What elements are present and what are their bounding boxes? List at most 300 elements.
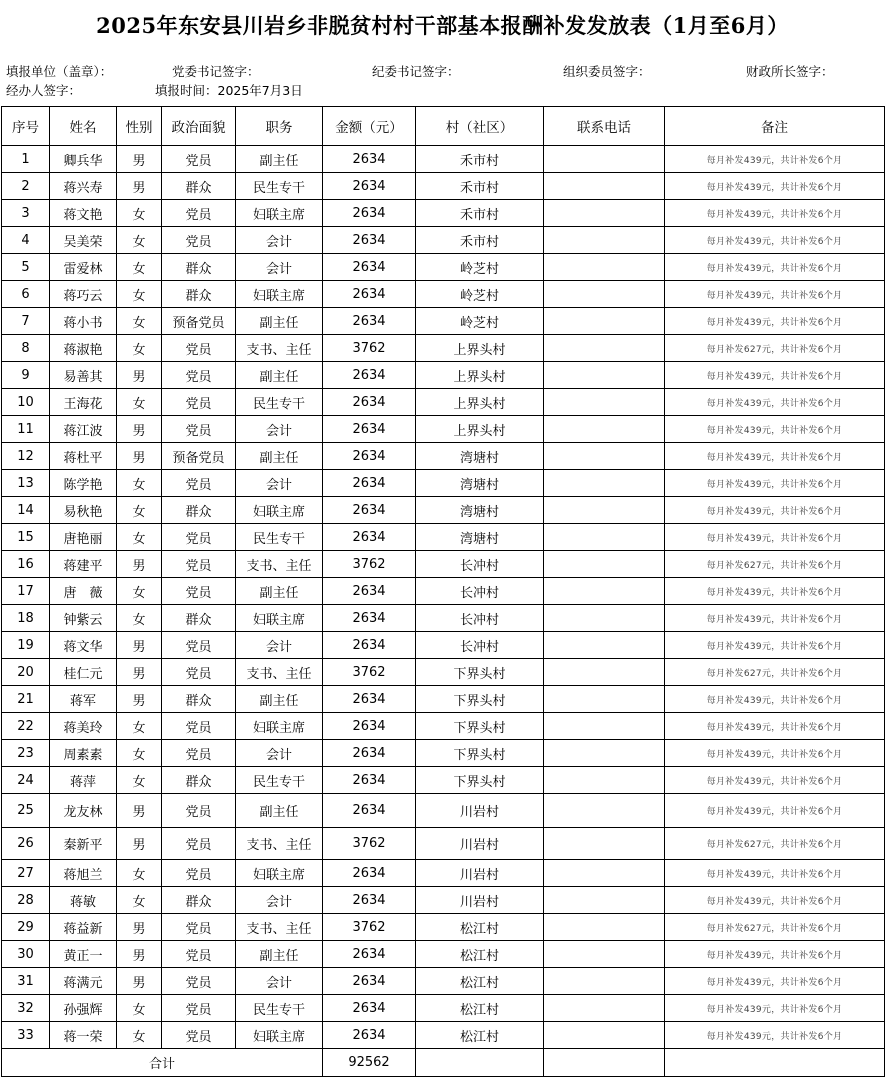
- col-village-cell: 上界头村: [416, 416, 544, 443]
- table-row: [2, 146, 885, 173]
- col-village-cell: 松江村: [416, 1022, 544, 1049]
- col-gender-cell: 女: [117, 335, 162, 362]
- col-seq-cell: 26: [2, 828, 50, 860]
- col-phone-cell: [544, 254, 665, 281]
- col-phone-cell: [544, 941, 665, 968]
- col-note-cell: 每月补发439元，共计补发6个月: [665, 308, 885, 335]
- col-phone-cell: [544, 713, 665, 740]
- party-secretary-label: 党委书记签字：: [172, 64, 260, 79]
- col-amount-cell: 2634: [323, 173, 416, 200]
- col-note-cell: 每月补发439元，共计补发6个月: [665, 1022, 885, 1049]
- header-col-note: 备注: [665, 107, 885, 146]
- col-name-cell: 龙友林: [50, 794, 117, 828]
- col-phone-cell: [544, 227, 665, 254]
- col-village-cell: 长冲村: [416, 632, 544, 659]
- table-row: [2, 740, 885, 767]
- total-empty-cell: [544, 1049, 665, 1077]
- col-amount-cell: 3762: [323, 659, 416, 686]
- col-position-cell: 民生专干: [236, 524, 323, 551]
- col-amount-cell: 2634: [323, 497, 416, 524]
- col-name-cell: 蒋江波: [50, 416, 117, 443]
- col-position-cell: 妇联主席: [236, 860, 323, 887]
- col-position-cell: 支书、主任: [236, 335, 323, 362]
- col-note-cell: 每月补发439元，共计补发6个月: [665, 227, 885, 254]
- col-phone-cell: [544, 470, 665, 497]
- col-note-cell: 每月补发439元，共计补发6个月: [665, 578, 885, 605]
- col-note-cell: 每月补发439元，共计补发6个月: [665, 860, 885, 887]
- col-seq-cell: 23: [2, 740, 50, 767]
- col-position-cell: 支书、主任: [236, 659, 323, 686]
- col-gender-cell: 男: [117, 632, 162, 659]
- col-village-cell: 下界头村: [416, 659, 544, 686]
- col-amount-cell: 2634: [323, 200, 416, 227]
- table-row: [2, 995, 885, 1022]
- col-village-cell: 上界头村: [416, 335, 544, 362]
- col-position-cell: 妇联主席: [236, 605, 323, 632]
- col-village-cell: 下界头村: [416, 767, 544, 794]
- col-position-cell: 会计: [236, 416, 323, 443]
- col-note-cell: 每月补发439元，共计补发6个月: [665, 173, 885, 200]
- header-col-village: 村（社区）: [416, 107, 544, 146]
- payment-table: [1, 106, 885, 1077]
- col-note-cell: 每月补发439元，共计补发6个月: [665, 794, 885, 828]
- col-note-cell: 每月补发439元，共计补发6个月: [665, 497, 885, 524]
- col-political-cell: 党员: [162, 713, 236, 740]
- col-phone-cell: [544, 497, 665, 524]
- col-position-cell: 妇联主席: [236, 1022, 323, 1049]
- col-note-cell: 每月补发439元，共计补发6个月: [665, 254, 885, 281]
- col-name-cell: 蒋旭兰: [50, 860, 117, 887]
- col-political-cell: 群众: [162, 887, 236, 914]
- col-position-cell: 副主任: [236, 308, 323, 335]
- col-name-cell: 黄正一: [50, 941, 117, 968]
- col-phone-cell: [544, 416, 665, 443]
- table-row: [2, 362, 885, 389]
- unit-label: 填报单位（盖章）：: [6, 64, 113, 79]
- col-political-cell: 党员: [162, 968, 236, 995]
- col-amount-cell: 2634: [323, 443, 416, 470]
- table-row: [2, 968, 885, 995]
- col-name-cell: 卿兵华: [50, 146, 117, 173]
- col-political-cell: 党员: [162, 470, 236, 497]
- col-phone-cell: [544, 443, 665, 470]
- col-village-cell: 岭芝村: [416, 254, 544, 281]
- col-seq-cell: 12: [2, 443, 50, 470]
- col-seq-cell: 32: [2, 995, 50, 1022]
- col-note-cell: 每月补发439元，共计补发6个月: [665, 389, 885, 416]
- col-gender-cell: 女: [117, 227, 162, 254]
- col-seq-cell: 18: [2, 605, 50, 632]
- col-note-cell: 每月补发439元，共计补发6个月: [665, 968, 885, 995]
- table-row: [2, 659, 885, 686]
- col-amount-cell: 2634: [323, 146, 416, 173]
- col-village-cell: 上界头村: [416, 362, 544, 389]
- table-row: [2, 335, 885, 362]
- col-political-cell: 群众: [162, 281, 236, 308]
- col-village-cell: 川岩村: [416, 887, 544, 914]
- col-gender-cell: 女: [117, 497, 162, 524]
- header-col-phone: 联系电话: [544, 107, 665, 146]
- col-name-cell: 秦新平: [50, 828, 117, 860]
- col-note-cell: 每月补发439元，共计补发6个月: [665, 416, 885, 443]
- col-position-cell: 会计: [236, 740, 323, 767]
- col-position-cell: 副主任: [236, 362, 323, 389]
- col-name-cell: 蒋文华: [50, 632, 117, 659]
- col-village-cell: 岭芝村: [416, 308, 544, 335]
- col-seq-cell: 5: [2, 254, 50, 281]
- col-phone-cell: [544, 968, 665, 995]
- col-gender-cell: 男: [117, 659, 162, 686]
- col-name-cell: 蒋美玲: [50, 713, 117, 740]
- col-seq-cell: 13: [2, 470, 50, 497]
- col-note-cell: 每月补发439元，共计补发6个月: [665, 362, 885, 389]
- table-row: [2, 200, 885, 227]
- table-row: [2, 632, 885, 659]
- header-col-gender: 性别: [117, 107, 162, 146]
- col-amount-cell: 2634: [323, 860, 416, 887]
- col-gender-cell: 男: [117, 968, 162, 995]
- col-gender-cell: 男: [117, 828, 162, 860]
- col-village-cell: 长冲村: [416, 605, 544, 632]
- col-name-cell: 蒋萍: [50, 767, 117, 794]
- col-amount-cell: 2634: [323, 254, 416, 281]
- org-member-label: 组织委员签字：: [563, 64, 651, 79]
- table-row: [2, 686, 885, 713]
- col-phone-cell: [544, 767, 665, 794]
- col-amount-cell: 2634: [323, 470, 416, 497]
- col-phone-cell: [544, 659, 665, 686]
- col-political-cell: 党员: [162, 1022, 236, 1049]
- col-village-cell: 湾塘村: [416, 470, 544, 497]
- col-position-cell: 民生专干: [236, 767, 323, 794]
- col-village-cell: 川岩村: [416, 828, 544, 860]
- table-row: [2, 551, 885, 578]
- col-seq-cell: 22: [2, 713, 50, 740]
- col-village-cell: 禾市村: [416, 173, 544, 200]
- col-gender-cell: 女: [117, 605, 162, 632]
- col-phone-cell: [544, 335, 665, 362]
- col-name-cell: 周素素: [50, 740, 117, 767]
- col-note-cell: 每月补发439元，共计补发6个月: [665, 686, 885, 713]
- col-amount-cell: 2634: [323, 1022, 416, 1049]
- col-name-cell: 蒋益新: [50, 914, 117, 941]
- col-position-cell: 副主任: [236, 794, 323, 828]
- col-seq-cell: 1: [2, 146, 50, 173]
- table-row: [2, 443, 885, 470]
- col-seq-cell: 3: [2, 200, 50, 227]
- col-political-cell: 党员: [162, 740, 236, 767]
- col-amount-cell: 2634: [323, 713, 416, 740]
- col-note-cell: 每月补发439元，共计补发6个月: [665, 713, 885, 740]
- col-name-cell: 蒋文艳: [50, 200, 117, 227]
- table-row: [2, 470, 885, 497]
- table-row: [2, 227, 885, 254]
- col-name-cell: 蒋淑艳: [50, 335, 117, 362]
- col-seq-cell: 14: [2, 497, 50, 524]
- col-seq-cell: 8: [2, 335, 50, 362]
- col-amount-cell: 2634: [323, 632, 416, 659]
- col-gender-cell: 女: [117, 389, 162, 416]
- col-name-cell: 雷爱林: [50, 254, 117, 281]
- col-note-cell: 每月补发439元，共计补发6个月: [665, 605, 885, 632]
- col-political-cell: 群众: [162, 686, 236, 713]
- col-amount-cell: 2634: [323, 794, 416, 828]
- table-row: [2, 605, 885, 632]
- col-political-cell: 党员: [162, 227, 236, 254]
- total-empty-cell: [416, 1049, 544, 1077]
- col-gender-cell: 男: [117, 362, 162, 389]
- table-header-row: [2, 107, 885, 146]
- col-village-cell: 禾市村: [416, 200, 544, 227]
- col-position-cell: 会计: [236, 632, 323, 659]
- col-amount-cell: 2634: [323, 308, 416, 335]
- col-political-cell: 群众: [162, 173, 236, 200]
- col-political-cell: 党员: [162, 995, 236, 1022]
- col-political-cell: 党员: [162, 632, 236, 659]
- col-village-cell: 禾市村: [416, 227, 544, 254]
- col-name-cell: 蒋杜平: [50, 443, 117, 470]
- table-row: [2, 887, 885, 914]
- col-political-cell: 党员: [162, 794, 236, 828]
- col-name-cell: 蒋兴寿: [50, 173, 117, 200]
- col-seq-cell: 21: [2, 686, 50, 713]
- col-phone-cell: [544, 308, 665, 335]
- col-political-cell: 群众: [162, 767, 236, 794]
- col-name-cell: 蒋巧云: [50, 281, 117, 308]
- col-position-cell: 妇联主席: [236, 281, 323, 308]
- col-position-cell: 副主任: [236, 941, 323, 968]
- col-position-cell: 妇联主席: [236, 200, 323, 227]
- col-name-cell: 蒋建平: [50, 551, 117, 578]
- table-row: [2, 254, 885, 281]
- col-amount-cell: 2634: [323, 362, 416, 389]
- col-village-cell: 长冲村: [416, 578, 544, 605]
- col-name-cell: 蒋一荣: [50, 1022, 117, 1049]
- col-amount-cell: 3762: [323, 551, 416, 578]
- col-amount-cell: 2634: [323, 941, 416, 968]
- table-row: [2, 281, 885, 308]
- col-political-cell: 群众: [162, 254, 236, 281]
- col-position-cell: 会计: [236, 470, 323, 497]
- col-political-cell: 群众: [162, 605, 236, 632]
- col-village-cell: 下界头村: [416, 686, 544, 713]
- col-name-cell: 王海花: [50, 389, 117, 416]
- total-row: [2, 1049, 885, 1077]
- col-amount-cell: 2634: [323, 524, 416, 551]
- col-name-cell: 钟紫云: [50, 605, 117, 632]
- col-political-cell: 群众: [162, 497, 236, 524]
- header-col-seq: 序号: [2, 107, 50, 146]
- col-phone-cell: [544, 605, 665, 632]
- col-gender-cell: 男: [117, 941, 162, 968]
- col-phone-cell: [544, 1022, 665, 1049]
- col-amount-cell: 2634: [323, 686, 416, 713]
- header-col-name: 姓名: [50, 107, 117, 146]
- col-note-cell: 每月补发439元，共计补发6个月: [665, 470, 885, 497]
- col-village-cell: 长冲村: [416, 551, 544, 578]
- col-seq-cell: 28: [2, 887, 50, 914]
- col-phone-cell: [544, 860, 665, 887]
- col-phone-cell: [544, 828, 665, 860]
- col-political-cell: 党员: [162, 914, 236, 941]
- col-political-cell: 党员: [162, 828, 236, 860]
- col-amount-cell: 3762: [323, 335, 416, 362]
- col-position-cell: 支书、主任: [236, 828, 323, 860]
- col-political-cell: 党员: [162, 659, 236, 686]
- col-political-cell: 党员: [162, 941, 236, 968]
- col-note-cell: 每月补发439元，共计补发6个月: [665, 200, 885, 227]
- col-phone-cell: [544, 524, 665, 551]
- col-seq-cell: 30: [2, 941, 50, 968]
- signature-info: [0, 52, 885, 104]
- col-amount-cell: 2634: [323, 968, 416, 995]
- col-name-cell: 蒋军: [50, 686, 117, 713]
- table-row: [2, 389, 885, 416]
- col-name-cell: 吴美荣: [50, 227, 117, 254]
- col-phone-cell: [544, 995, 665, 1022]
- col-gender-cell: 女: [117, 995, 162, 1022]
- col-gender-cell: 女: [117, 524, 162, 551]
- col-name-cell: 蒋敏: [50, 887, 117, 914]
- col-village-cell: 下界头村: [416, 713, 544, 740]
- col-name-cell: 孙强辉: [50, 995, 117, 1022]
- col-political-cell: 党员: [162, 551, 236, 578]
- col-gender-cell: 男: [117, 794, 162, 828]
- table-row: [2, 860, 885, 887]
- col-seq-cell: 29: [2, 914, 50, 941]
- col-seq-cell: 25: [2, 794, 50, 828]
- header-col-political: 政治面貌: [162, 107, 236, 146]
- col-village-cell: 松江村: [416, 995, 544, 1022]
- col-seq-cell: 7: [2, 308, 50, 335]
- col-position-cell: 支书、主任: [236, 914, 323, 941]
- col-amount-cell: 2634: [323, 227, 416, 254]
- col-seq-cell: 6: [2, 281, 50, 308]
- col-seq-cell: 31: [2, 968, 50, 995]
- table-row: [2, 1022, 885, 1049]
- col-village-cell: 下界头村: [416, 740, 544, 767]
- col-phone-cell: [544, 686, 665, 713]
- col-name-cell: 唐 薇: [50, 578, 117, 605]
- col-seq-cell: 27: [2, 860, 50, 887]
- col-amount-cell: 2634: [323, 995, 416, 1022]
- col-position-cell: 副主任: [236, 578, 323, 605]
- col-phone-cell: [544, 362, 665, 389]
- col-phone-cell: [544, 551, 665, 578]
- col-position-cell: 民生专干: [236, 995, 323, 1022]
- col-name-cell: 蒋小书: [50, 308, 117, 335]
- col-seq-cell: 17: [2, 578, 50, 605]
- col-amount-cell: 2634: [323, 416, 416, 443]
- col-note-cell: 每月补发439元，共计补发6个月: [665, 740, 885, 767]
- discipline-secretary-label: 纪委书记签字：: [372, 64, 460, 79]
- col-political-cell: 党员: [162, 860, 236, 887]
- col-village-cell: 川岩村: [416, 860, 544, 887]
- table-body: [2, 146, 885, 1049]
- total-label: 合计: [2, 1049, 323, 1077]
- col-position-cell: 副主任: [236, 146, 323, 173]
- col-political-cell: 党员: [162, 200, 236, 227]
- col-gender-cell: 女: [117, 254, 162, 281]
- col-note-cell: 每月补发439元，共计补发6个月: [665, 281, 885, 308]
- col-note-cell: 每月补发439元，共计补发6个月: [665, 443, 885, 470]
- table-row: [2, 524, 885, 551]
- col-gender-cell: 男: [117, 551, 162, 578]
- col-phone-cell: [544, 146, 665, 173]
- handler-label: 经办人签字：: [6, 83, 82, 98]
- table-row: [2, 497, 885, 524]
- col-note-cell: 每月补发439元，共计补发6个月: [665, 887, 885, 914]
- col-political-cell: 预备党员: [162, 308, 236, 335]
- col-gender-cell: 女: [117, 767, 162, 794]
- col-note-cell: 每月补发439元，共计补发6个月: [665, 524, 885, 551]
- col-amount-cell: 2634: [323, 281, 416, 308]
- col-political-cell: 预备党员: [162, 443, 236, 470]
- col-phone-cell: [544, 389, 665, 416]
- col-amount-cell: 3762: [323, 828, 416, 860]
- col-seq-cell: 2: [2, 173, 50, 200]
- report-date: 填报时间：2025年7月3日: [155, 83, 303, 98]
- col-village-cell: 岭芝村: [416, 281, 544, 308]
- col-phone-cell: [544, 794, 665, 828]
- col-village-cell: 松江村: [416, 968, 544, 995]
- col-village-cell: 松江村: [416, 914, 544, 941]
- col-note-cell: 每月补发627元，共计补发6个月: [665, 914, 885, 941]
- col-seq-cell: 33: [2, 1022, 50, 1049]
- col-phone-cell: [544, 578, 665, 605]
- col-gender-cell: 男: [117, 173, 162, 200]
- col-phone-cell: [544, 281, 665, 308]
- col-seq-cell: 20: [2, 659, 50, 686]
- col-amount-cell: 2634: [323, 605, 416, 632]
- col-position-cell: 民生专干: [236, 173, 323, 200]
- col-amount-cell: 3762: [323, 914, 416, 941]
- col-position-cell: 会计: [236, 887, 323, 914]
- header-col-position: 职务: [236, 107, 323, 146]
- col-gender-cell: 女: [117, 308, 162, 335]
- col-gender-cell: 女: [117, 1022, 162, 1049]
- col-note-cell: 每月补发439元，共计补发6个月: [665, 767, 885, 794]
- col-position-cell: 妇联主席: [236, 713, 323, 740]
- total-empty-cell: [665, 1049, 885, 1077]
- table-row: [2, 828, 885, 860]
- col-note-cell: 每月补发627元，共计补发6个月: [665, 551, 885, 578]
- col-name-cell: 易秋艳: [50, 497, 117, 524]
- table-row: [2, 794, 885, 828]
- col-political-cell: 党员: [162, 389, 236, 416]
- col-amount-cell: 2634: [323, 887, 416, 914]
- col-political-cell: 党员: [162, 524, 236, 551]
- col-gender-cell: 女: [117, 578, 162, 605]
- col-village-cell: 上界头村: [416, 389, 544, 416]
- col-seq-cell: 15: [2, 524, 50, 551]
- col-phone-cell: [544, 740, 665, 767]
- col-name-cell: 唐艳丽: [50, 524, 117, 551]
- col-gender-cell: 男: [117, 416, 162, 443]
- col-gender-cell: 女: [117, 281, 162, 308]
- col-gender-cell: 男: [117, 686, 162, 713]
- col-gender-cell: 男: [117, 146, 162, 173]
- col-amount-cell: 2634: [323, 767, 416, 794]
- col-phone-cell: [544, 173, 665, 200]
- table-row: [2, 941, 885, 968]
- col-seq-cell: 10: [2, 389, 50, 416]
- col-note-cell: 每月补发627元，共计补发6个月: [665, 828, 885, 860]
- col-position-cell: 副主任: [236, 686, 323, 713]
- col-seq-cell: 9: [2, 362, 50, 389]
- col-position-cell: 会计: [236, 254, 323, 281]
- col-village-cell: 松江村: [416, 941, 544, 968]
